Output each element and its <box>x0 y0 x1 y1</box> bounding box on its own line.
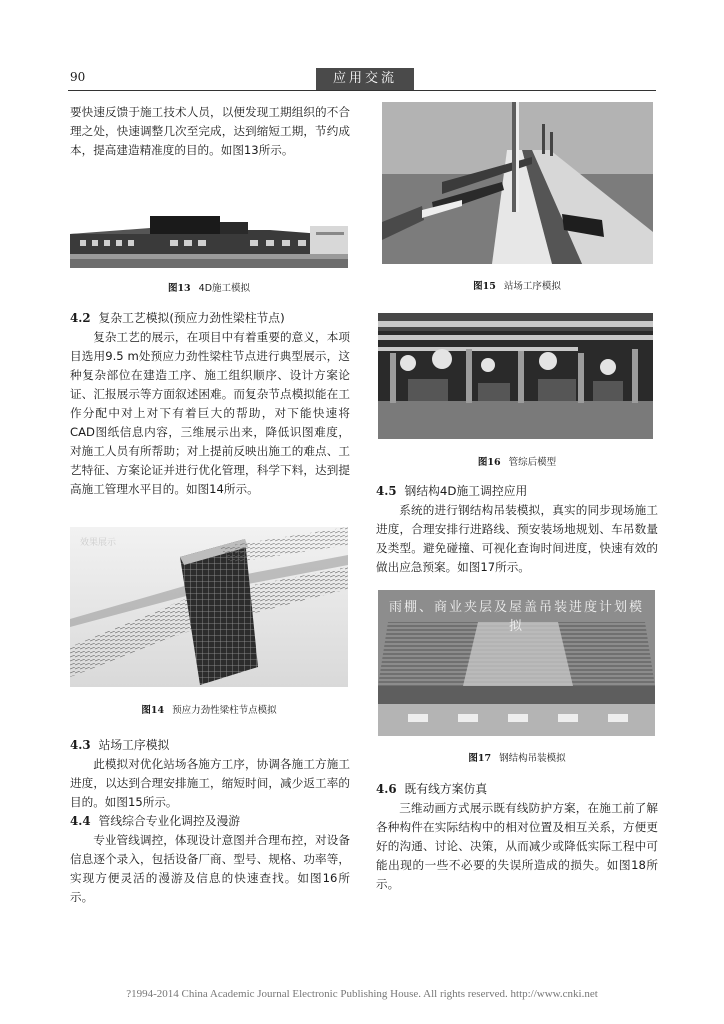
figure-15-title: 站场工序模拟 <box>503 281 561 292</box>
figure-17-image <box>378 590 655 736</box>
figure-16-title: 管综后模型 <box>508 457 557 468</box>
section-4-5-number: 4.5 <box>376 484 397 498</box>
section-4-3-title: 站场工序模拟 <box>98 738 170 752</box>
section-4-2-number: 4.2 <box>70 311 91 325</box>
figure-15-number: 图15 <box>473 281 496 292</box>
figure-16-image <box>378 313 653 439</box>
page-number: 90 <box>70 70 86 84</box>
left-column-intro <box>70 103 350 160</box>
section-4-6-paragraph: 三维动画方式展示既有线防护方案，在施工前了解各种构件在实际结构中的相对位置及相互关系，方便更好的沟通、讨论、决策，从而减少或降低实际工程中可能出现的一些不必要的失误所造成的损失。如图18所示。 <box>376 801 658 891</box>
figure-13-number: 图13 <box>167 283 191 294</box>
section-4-6-number: 4.6 <box>376 782 397 796</box>
figure-16-number: 图16 <box>477 457 501 468</box>
section-4-2-heading <box>70 309 350 328</box>
figure-14-caption <box>70 702 348 716</box>
section-4-3-number: 4.3 <box>70 738 91 752</box>
figure-17-number: 图17 <box>468 753 492 764</box>
figure-14-number: 图14 <box>141 705 165 716</box>
section-4-6-heading <box>376 780 658 799</box>
section-4-2-title: 复杂工艺模拟(预应力劲性梁柱节点) <box>98 311 285 325</box>
section-4-5-paragraph: 系统的进行钢结构吊装模拟，真实的同步现场施工进度，合理安排行进路线、预安装场地规划、车吊数量及类型。避免碰撞、可视化查询时间进度，快速有效的做出应急预案。如图17所示。 <box>376 503 658 574</box>
section-4-3-paragraph: 此模拟对优化站场各施方工序，协调各施工方施工进度，以达到合理安排施工，缩短时间，减少返工率的目的。如图15所示。 <box>70 757 350 809</box>
figure-14-title: 预应力劲性梁柱节点模拟 <box>172 705 277 716</box>
section-4-4-title: 管线综合专业化调控及漫游 <box>98 814 241 828</box>
header-rule <box>68 90 656 91</box>
copyright-footer: ?1994-2014 China Academic Journal Electronic Publishing House. All rights reserved. http://www.cnki.net <box>126 988 598 1000</box>
figure-15-caption <box>376 278 658 292</box>
figure-13-caption <box>70 280 348 294</box>
section-4-6-title: 既有线方案仿真 <box>404 782 488 796</box>
figure-14-render <box>70 527 348 687</box>
figure-16-caption <box>376 454 658 468</box>
sections-4-3-4-4 <box>70 736 350 907</box>
figure-14-image <box>70 527 348 687</box>
journal-section-banner: 应用交流 <box>316 68 414 90</box>
section-4-2 <box>70 309 350 499</box>
section-4-2-paragraph: 复杂工艺的展示，在项目中有着重要的意义，本项目选用9.5 m处预应力劲性梁柱节点进行典型展示，这种复杂部位在建造工序、施工组织顺序、设计方案论证、汇报展示等方面叙述困难。而复杂节点模拟能在工作分配中对上对下有着巨大的帮助，对下能快速将CAD图纸信息内容，三维展示出来，降低识图难度，对施工人员有所帮助；对上提前反映出施工的难点、工艺特征、方案论证并进行优化管理，科学下料，达到提高施工管理水平目的。如图14所示。 <box>70 330 350 496</box>
figure-17-title: 钢结构吊装模拟 <box>499 753 566 764</box>
intro-paragraph: 要快速反馈于施工技术人员，以便发现工期组织的不合理之处，快速调整几次至完成，达到缩短工期，节约成本，提高建造精准度的目的。如图13所示。 <box>70 105 350 157</box>
section-4-4-number: 4.4 <box>70 814 91 828</box>
figure-15-render <box>382 102 653 264</box>
figure-15-image <box>382 102 653 264</box>
section-4-4-paragraph: 专业管线调控，体现设计意图并合理布控，对设备信息逐个录入，包括设备厂商、型号、规格、功率等，实现方便灵活的漫游及信息的快速查找。如图16所示。 <box>70 833 350 904</box>
section-4-3-heading <box>70 736 350 755</box>
figure-13-render <box>70 210 348 268</box>
figure-17-embedded-title: 雨棚、商业夹层及屋盖吊装进度计划模拟 <box>388 600 644 634</box>
figure-13-image <box>70 210 348 268</box>
section-4-6 <box>376 780 658 894</box>
figure-13-title: 4D施工模拟 <box>198 283 251 294</box>
figure-17-caption <box>376 750 658 764</box>
figure-14-overlay-label: 效果展示 <box>80 538 117 548</box>
section-4-4-heading <box>70 812 350 831</box>
figure-16-render <box>378 313 653 439</box>
section-4-5-heading <box>376 482 658 501</box>
section-4-5 <box>376 482 658 577</box>
section-4-5-title: 钢结构4D施工调控应用 <box>404 484 528 498</box>
